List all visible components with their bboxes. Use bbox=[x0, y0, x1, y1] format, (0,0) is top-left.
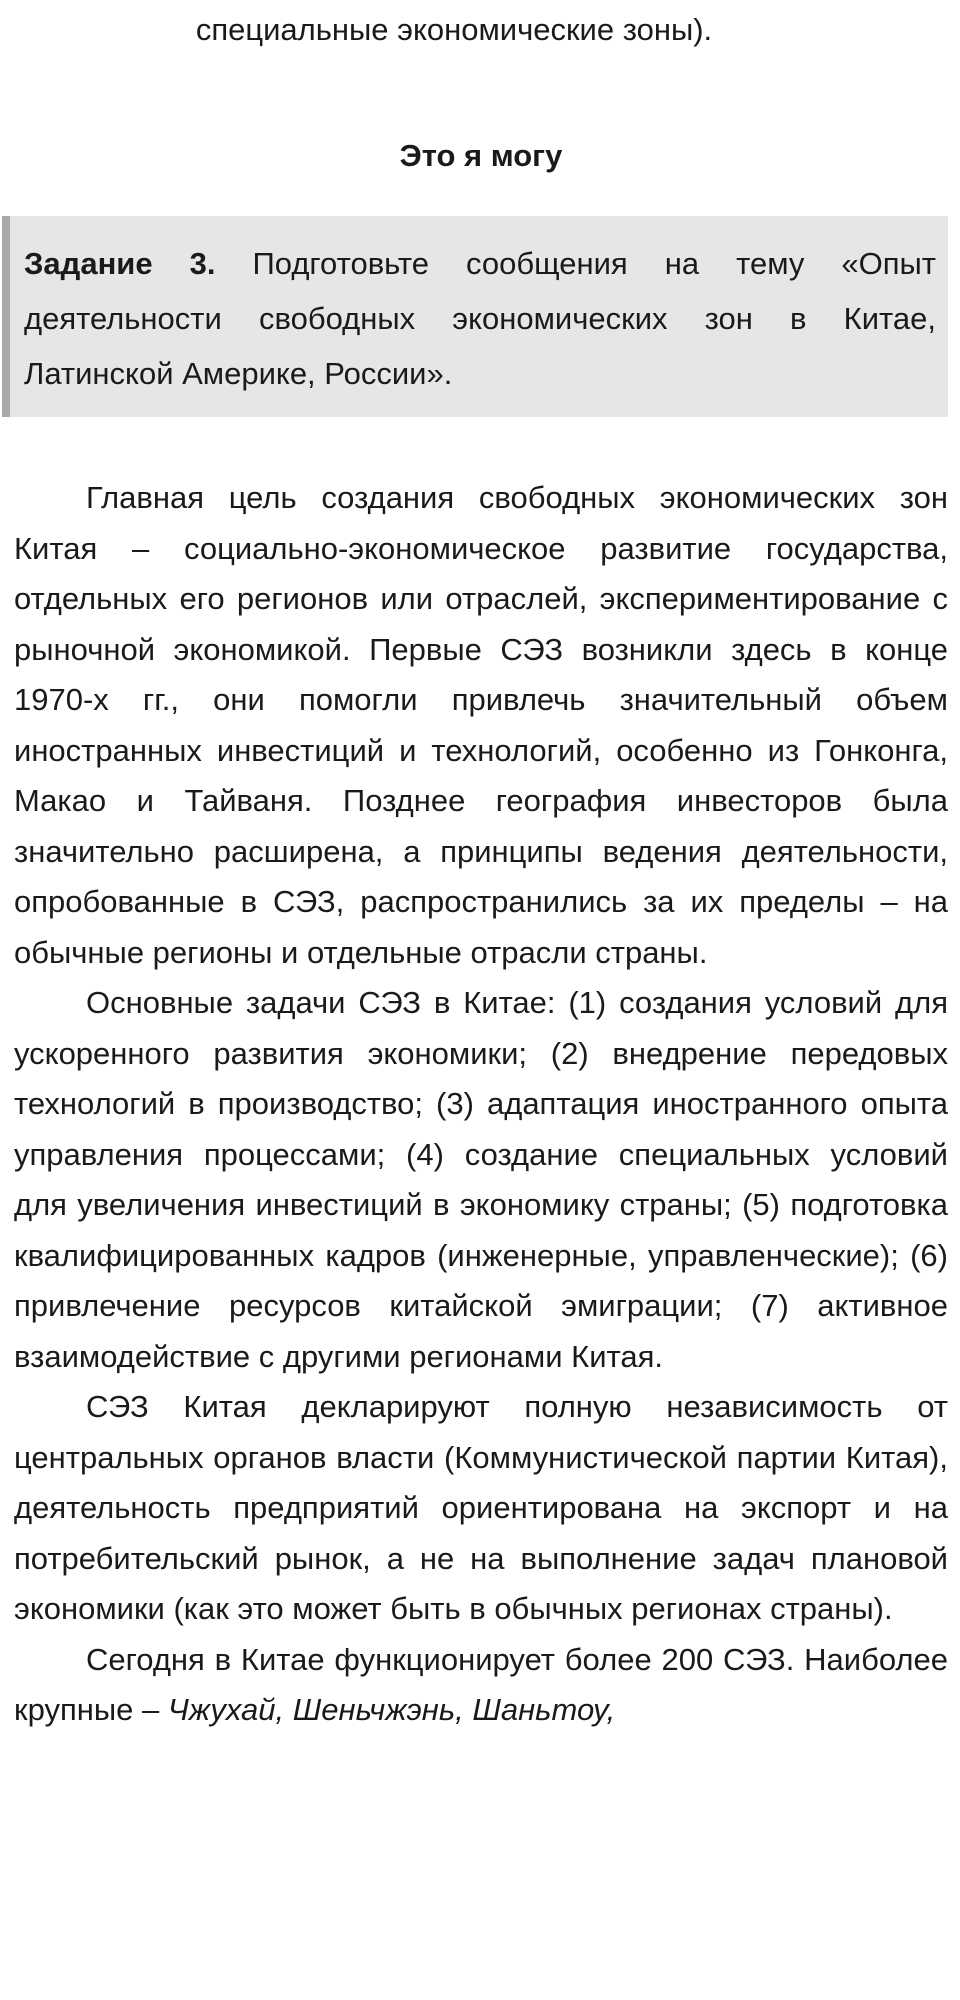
body-text bbox=[14, 473, 948, 1736]
paragraph: Главная цель создания свободных экономических зон Китая – социально-экономическое развитие государства, отдельных его регионов или отраслей, экспериментирование с рыночной экономикой. Первые СЭЗ возникли здесь в конце 1970-х гг., они помогли привлечь значительный объем иностранных инвестиций и технологий, особенно из Гонконга, Макао и Тайваня. Позднее география инвесторов была значительно расширена, а принципы ведения деятельности, опробованные в СЭЗ, распространились за их пределы – на обычные регионы и отдельные отрасли страны. bbox=[14, 480, 948, 970]
task-text: Подготовьте сообщения на тему «Опыт деятельности свободных экономических зон в Китае, Латинской Америке, России». bbox=[24, 246, 936, 391]
task-box bbox=[2, 216, 948, 417]
paragraph: Основные задачи СЭЗ в Китае: (1) создания условий для ускоренного развития экономики; (2) внедрение передовых технологий в производство; (3) адаптация иностранного опыта управления процессами; (4) создание специальных условий для увеличения инвестиций в экономику страны; (5) подготовка квалифицированных кадров (инженерные, управленческие); (6) привлечение ресурсов китайской эмиграции; (7) активное взаимодействие с другими регионами Китая. bbox=[14, 985, 948, 1374]
paragraph-last-text: Сегодня в Китае функционирует более 200 СЭЗ. Наиболее крупные – bbox=[14, 1641, 948, 1727]
intro-text-line: специальные экономические зоны). bbox=[195, 12, 713, 47]
paragraph-last bbox=[14, 1635, 948, 1736]
task-label: Задание 3. bbox=[24, 246, 216, 281]
paragraph: СЭЗ Китая декларируют полную независимость от центральных органов власти (Коммунистической партии Китая), деятельность предприятий ориентирована на экспорт и на потребительский рынок, а не на выполнение задач плановой экономики (как это может быть в обычных регионах страны). bbox=[14, 1389, 948, 1626]
section-heading: Это я могу bbox=[399, 138, 563, 173]
paragraph-last-italic: Чжухай, Шеньчжэнь, Шаньтоу, bbox=[167, 1692, 616, 1727]
